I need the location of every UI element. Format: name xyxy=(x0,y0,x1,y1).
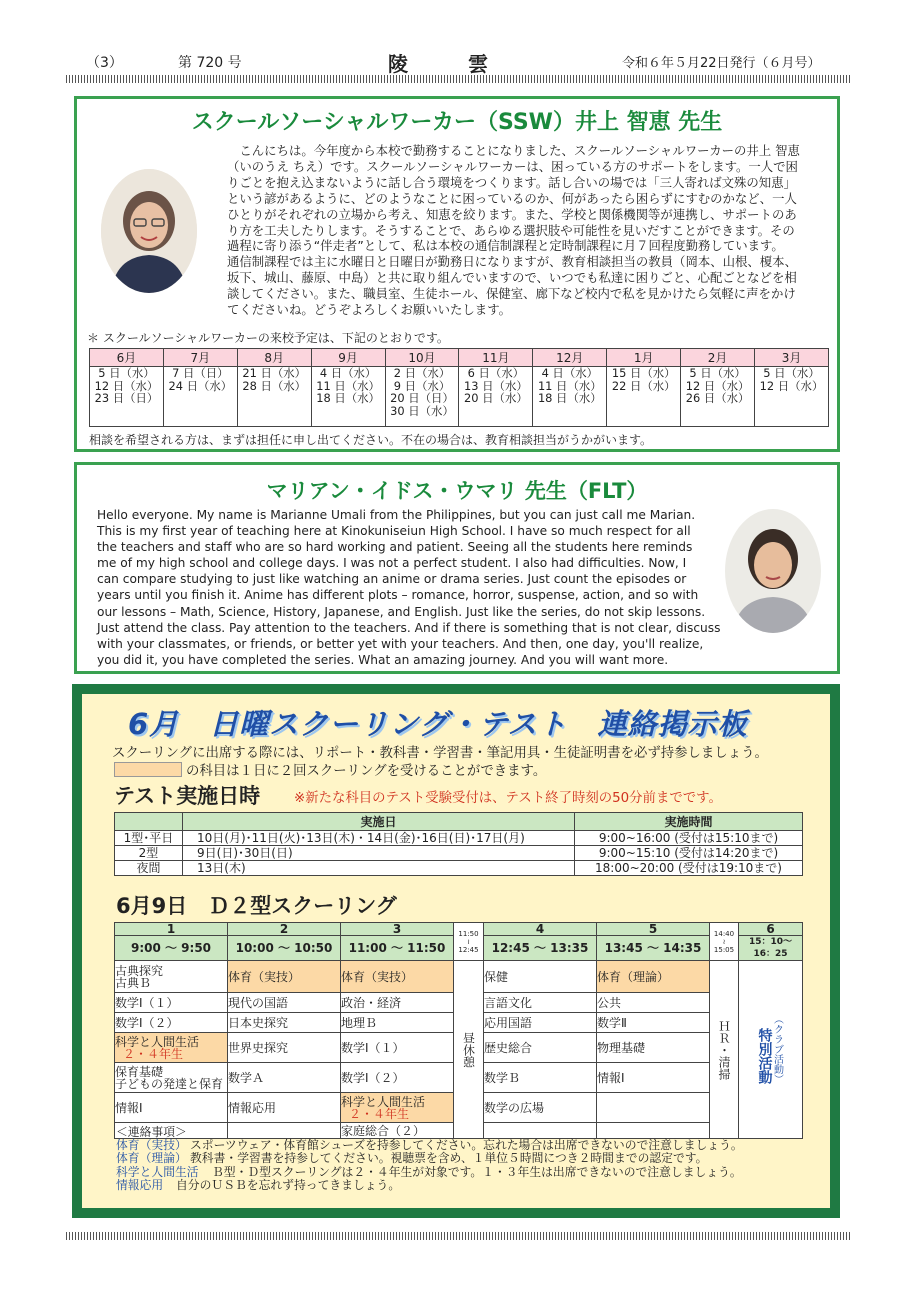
schooling-cell: 公共 xyxy=(597,993,710,1013)
period-header: 5 xyxy=(597,923,710,936)
test-time: 18:00~20:00 (受付は19:10まで) xyxy=(575,861,803,876)
special-activities-label: 特別活動 xyxy=(756,1027,773,1084)
ssw-date: 11 日（水） xyxy=(316,378,380,393)
ssw-line: という諺があるように、どのようなことに困っているのか、何があったら困らずにすむのかなど、一人 xyxy=(227,190,797,206)
ssw-footer: 相談を希望される方は、まずは担任に申し出てください。不在の場合は、教育相談担当がうかがいます。 xyxy=(89,433,653,447)
test-days: 10日(月)･11日(火)･13日(木)・14日(金)･16日(日)･17日(月) xyxy=(183,831,575,846)
ssw-date: 24 日（水） xyxy=(168,378,233,393)
test-type: 夜間 xyxy=(115,861,183,876)
period-header: 4 xyxy=(484,923,597,936)
ssw-line: り方を工夫したりします。そうすることで、あらゆる選択肢や可能性を見いだすことができます。その xyxy=(227,222,795,238)
test-note: ※新たな科目のテスト受験受付は、テスト終了時刻の50分前までです。 xyxy=(294,791,722,806)
ssw-portrait xyxy=(101,169,197,293)
schooling-cell: 体育（実技） xyxy=(228,961,341,993)
newsletter-name: 陵 雲 xyxy=(388,52,488,76)
schooling-cell xyxy=(597,1093,710,1123)
schooling-cell: 政治・経済 xyxy=(341,993,454,1013)
test-header: 実施時間 xyxy=(575,813,803,831)
ssw-date: 7 日（日） xyxy=(172,366,229,380)
hr-time: 14:40 ≀ 15:05 xyxy=(710,923,739,961)
schooling-cell: 数学Ⅰ（２） xyxy=(115,1013,228,1033)
schooling-cell: 情報Ⅰ xyxy=(115,1093,228,1123)
ssw-date: 18 日（水） xyxy=(316,391,380,406)
ssw-month-dates xyxy=(533,367,607,427)
ssw-month-header: 2月 xyxy=(681,349,755,367)
ssw-month-dates xyxy=(607,367,681,427)
ssw-month-header: 7月 xyxy=(163,349,237,367)
flt-line: can compare studying to just like watching an anime or drama series. Just count the episodes or xyxy=(97,572,687,587)
period-time: 9:00 ～ 9:50 xyxy=(115,936,228,961)
note-text: スポーツウェア・体育館シューズを持参してください。忘れた場合は出席できないので注意しましょう。 xyxy=(190,1138,743,1153)
schooling-cell: 言語文化 xyxy=(484,993,597,1013)
ssw-date: 23 日（日） xyxy=(94,391,159,406)
ssw-month-dates xyxy=(163,367,237,427)
schooling-cell xyxy=(341,1093,454,1123)
test-days: 13日(木) xyxy=(183,861,575,876)
ssw-date: 5 日（水） xyxy=(98,366,155,380)
test-time: 9:00~16:00 (受付は15:10まで) xyxy=(575,831,803,846)
schooling-cell: 数学Ⅰ（１） xyxy=(115,993,228,1013)
period-header: 3 xyxy=(341,923,454,936)
test-schedule-table xyxy=(114,812,803,876)
ssw-date: 12 日（水） xyxy=(94,378,159,393)
ssw-line: 坂下、城山、藤原、中島）と共に取り組んでいますので、いつでも私達に困りごと、心配ごとなどを相 xyxy=(227,270,797,286)
schooling-cell: 数学Ⅱ xyxy=(597,1013,710,1033)
schooling-cell: 数学Ｂ xyxy=(484,1063,597,1093)
schooling-cell: 情報応用 xyxy=(228,1093,341,1123)
ssw-date: 4 日（水） xyxy=(541,366,598,380)
grade-note: ２・４年生 xyxy=(349,1106,410,1121)
schooling-cell: 応用国語 xyxy=(484,1013,597,1033)
schooling-title: 6月9日 Ｄ２型スクーリング xyxy=(116,894,397,918)
test-type: 1型･平日 xyxy=(115,831,183,846)
ssw-month-header: 10月 xyxy=(385,349,459,367)
ssw-month-dates xyxy=(459,367,533,427)
ssw-date: 11 日（水） xyxy=(537,378,602,393)
ssw-date: 5 日（水） xyxy=(689,366,746,380)
ssw-date: 2 日（水） xyxy=(393,366,451,380)
schooling-cell xyxy=(115,1033,228,1063)
ssw-month-header: 9月 xyxy=(311,349,385,367)
ssw-date: 20 日（日） xyxy=(390,391,454,406)
flt-line: the teachers and staff who are so hard working and patient. Seeing all the students here reminds xyxy=(97,540,693,555)
ssw-date: 12 日（水） xyxy=(685,378,750,393)
ssw-date: 6 日（水） xyxy=(467,366,525,380)
ssw-date: 18 日（水） xyxy=(537,391,602,406)
ssw-month-header: 1月 xyxy=(607,349,681,367)
ssw-month-header: 3月 xyxy=(755,349,829,367)
schooling-cell: 保育基礎 子どもの発達と保育 xyxy=(115,1063,228,1093)
ssw-line: 過程に寄り添う“伴走者”として、私は本校の通信制課程と定時制課程に月７回程度勤務しています。 xyxy=(227,238,784,254)
club-activities-label: （クラブ活動） xyxy=(771,1013,783,1084)
ssw-date: 13 日（水） xyxy=(464,378,528,393)
ssw-month-header: 12月 xyxy=(533,349,607,367)
footer-rule xyxy=(66,1232,850,1240)
ssw-month-dates xyxy=(311,367,385,427)
period-header: 6 xyxy=(739,923,803,936)
ssw-month-dates xyxy=(237,367,311,427)
ssw-month-header: 6月 xyxy=(90,349,164,367)
ssw-date: 15 日（水） xyxy=(611,366,676,380)
schooling-cell: 体育（理論） xyxy=(597,961,710,993)
schooling-cell: 地理Ｂ xyxy=(341,1013,454,1033)
board-line-2: の科目は１日に２回スクーリングを受けることができます。 xyxy=(186,764,547,779)
note-row xyxy=(116,1179,743,1192)
ssw-section xyxy=(74,96,840,452)
ssw-schedule-table xyxy=(89,348,829,427)
ssw-date: 12 日（水） xyxy=(759,378,824,393)
flt-line: This is my first year of teaching here at Kinokuniseiun High School. I have so much respect for all xyxy=(97,524,691,539)
period-time: 13:45 ～ 14:35 xyxy=(597,936,710,961)
board-panel xyxy=(82,694,830,1208)
board-title: 6月 日曜スクーリング・テスト 連絡掲示板 xyxy=(128,707,748,741)
flt-line: Hello everyone. My name is Marianne Umali from the Philippines, but you can just call me Marian. xyxy=(97,508,696,522)
flt-line: with your classmates, or friends, or better yet with your teachers. And then, one day, you'll realize, xyxy=(97,636,704,651)
schooling-cell: 情報Ⅰ xyxy=(597,1063,710,1093)
issue-number: 第 720 号 xyxy=(178,55,242,71)
period-time: 11:00 ～ 11:50 xyxy=(341,936,454,961)
schooling-table xyxy=(114,922,803,1139)
ssw-date: 5 日（水） xyxy=(763,366,820,380)
schooling-cell: 歴史総合 xyxy=(484,1033,597,1063)
ssw-date: 20 日（水） xyxy=(464,391,528,406)
note-subject: 科学と人間生活 xyxy=(116,1164,199,1179)
ssw-month-dates xyxy=(90,367,164,427)
period-header: 2 xyxy=(228,923,341,936)
ssw-date: 26 日（水） xyxy=(685,391,750,406)
period-header: 1 xyxy=(115,923,228,936)
test-header: 実施日 xyxy=(183,813,575,831)
grade-note: ２・４年生 xyxy=(123,1046,184,1061)
ssw-schedule-note: ＊ スクールソーシャルワーカーの来校予定は、下記のとおりです。 xyxy=(87,331,449,345)
schooling-cell: 数学の広場 xyxy=(484,1093,597,1123)
bulletin-board xyxy=(72,684,840,1218)
test-time: 9:00~15:10 (受付は14:20まで) xyxy=(575,846,803,861)
flt-line: our lessons – Math, Science, History, Japanese, and English. Just like the series, do not skip lessons. xyxy=(97,604,706,619)
ssw-title: スクールソーシャルワーカー（SSW）井上 智恵 先生 xyxy=(191,110,723,135)
period-time: 10:00 ～ 10:50 xyxy=(228,936,341,961)
test-type: 2型 xyxy=(115,846,183,861)
period-time: 12:45 ～ 13:35 xyxy=(484,936,597,961)
subject-name: 科学と人間生活 xyxy=(115,1034,200,1049)
ssw-date: 28 日（水） xyxy=(242,378,307,393)
ssw-line: ひとりがそれぞれの立場から考え、知恵を絞ります。また、学校と関係機関等が連携し、サポートのあ xyxy=(227,206,797,222)
flt-line: me of my high school and college days. I was not a perfect student. I also had difficulties. Now, I xyxy=(97,556,687,571)
test-title: テスト実施日時 xyxy=(114,784,261,808)
issue-date: 令和６年５月22日発行（６月号） xyxy=(622,56,821,71)
flt-section xyxy=(74,462,840,674)
subject-name: 科学と人間生活 xyxy=(341,1094,426,1109)
hr-cleaning: ＨＲ・清掃 xyxy=(710,961,739,1139)
test-header xyxy=(115,813,183,831)
period-time: 15：10～16：25 xyxy=(739,936,803,961)
flt-portrait xyxy=(725,509,821,633)
schooling-cell: 数学Ⅰ（２） xyxy=(341,1063,454,1093)
ssw-month-dates xyxy=(681,367,755,427)
note-subject: 情報応用 xyxy=(116,1177,164,1192)
schooling-cell: 家庭総合（２） xyxy=(341,1123,454,1139)
schooling-cell: 古典探究 古典Ｂ xyxy=(115,961,228,993)
schooling-cell: 数学Ａ xyxy=(228,1063,341,1093)
flt-line: you did it, you have completed the series. What an amazing journey. And you will want more. xyxy=(97,652,669,667)
ssw-body xyxy=(227,143,829,318)
notes-section xyxy=(116,1126,743,1192)
schooling-cell: 世界史探究 xyxy=(228,1033,341,1063)
flt-body xyxy=(97,507,721,668)
ssw-line: てくださいね。どうぞよろしくお願いいたします。 xyxy=(227,302,511,318)
lunch-break: 昼休憩 xyxy=(454,961,484,1139)
ssw-line: りごとを抱え込まないように話し合う環境をつくります。話し合いの場では「三人寄れば文殊の知恵」 xyxy=(227,174,796,190)
ssw-month-header: 8月 xyxy=(237,349,311,367)
schooling-cell: 保健 xyxy=(484,961,597,993)
special-activities xyxy=(739,961,803,1139)
ssw-month-header: 11月 xyxy=(459,349,533,367)
flt-line: Just attend the class. Pay attention to the teachers. And if there is something that is not clear, discuss xyxy=(97,620,721,635)
note-text: 教科書・学習書を持参してください。視聴票を含め、１単位５時間につき２時間までの認定です。 xyxy=(190,1151,708,1166)
note-subject: 体育（実技） xyxy=(116,1138,187,1153)
ssw-line: 通信制課程では主に水曜日と日曜日が勤務日になりますが、教育相談担当の教員（岡本、山根、榎本、 xyxy=(227,254,797,270)
ssw-date: 4 日（水） xyxy=(319,366,377,380)
ssw-month-dates xyxy=(385,367,459,427)
test-days: 9日(日)･30日(日) xyxy=(183,846,575,861)
schooling-cell: 物理基礎 xyxy=(597,1033,710,1063)
schooling-cell: 数学Ⅰ（１） xyxy=(341,1033,454,1063)
schooling-cell: 現代の国語 xyxy=(228,993,341,1013)
highlight-swatch xyxy=(114,762,182,777)
page-header xyxy=(66,52,850,76)
schooling-cell: 日本史探究 xyxy=(228,1013,341,1033)
ssw-date: 22 日（水） xyxy=(611,378,676,393)
schooling-cell: 体育（実技） xyxy=(341,961,454,993)
ssw-line: （いのうえ ちえ）です。スクールソーシャルワーカーは、困っている方のサポートをします。一人で困 xyxy=(227,158,798,174)
ssw-date: 21 日（水） xyxy=(242,366,307,380)
flt-line: years until you finish it. Anime has different plots – romance, horror, suspense, action, and so with xyxy=(97,588,699,603)
notes-title: ＜連絡事項＞ xyxy=(116,1125,187,1139)
page-number: （3） xyxy=(86,55,123,71)
board-line-1: スクーリングに出席する際には、リポート・教科書・学習書・筆記用具・生徒証明書を必ず持参しましょう。 xyxy=(112,746,768,761)
ssw-date: 30 日（水） xyxy=(390,403,454,418)
lunch-time: 11:50 ≀ 12:45 xyxy=(454,923,484,961)
ssw-line: こんにちは。今年度から本校で勤務することになりました、スクールソーシャルワーカーの井上 智恵 xyxy=(227,143,800,158)
flt-title: マリアン・イドス・ウマリ 先生（FLT） xyxy=(266,479,648,503)
note-subject: 体育（理論） xyxy=(116,1151,187,1166)
note-text: 自分のＵＳＢを忘れず持ってきましょう。 xyxy=(176,1177,401,1192)
note-text: Ｂ型・Ｄ型スクーリングは２・４年生が対象です。１・３年生は出席できないので注意しましょう。 xyxy=(212,1164,742,1179)
ssw-line: 談してください。また、職員室、生徒ホール、保健室、廊下など校内で私を見かけたら気軽に声をかけ xyxy=(227,286,796,302)
ssw-month-dates xyxy=(755,367,829,427)
ssw-date: 9 日（水） xyxy=(393,378,451,393)
